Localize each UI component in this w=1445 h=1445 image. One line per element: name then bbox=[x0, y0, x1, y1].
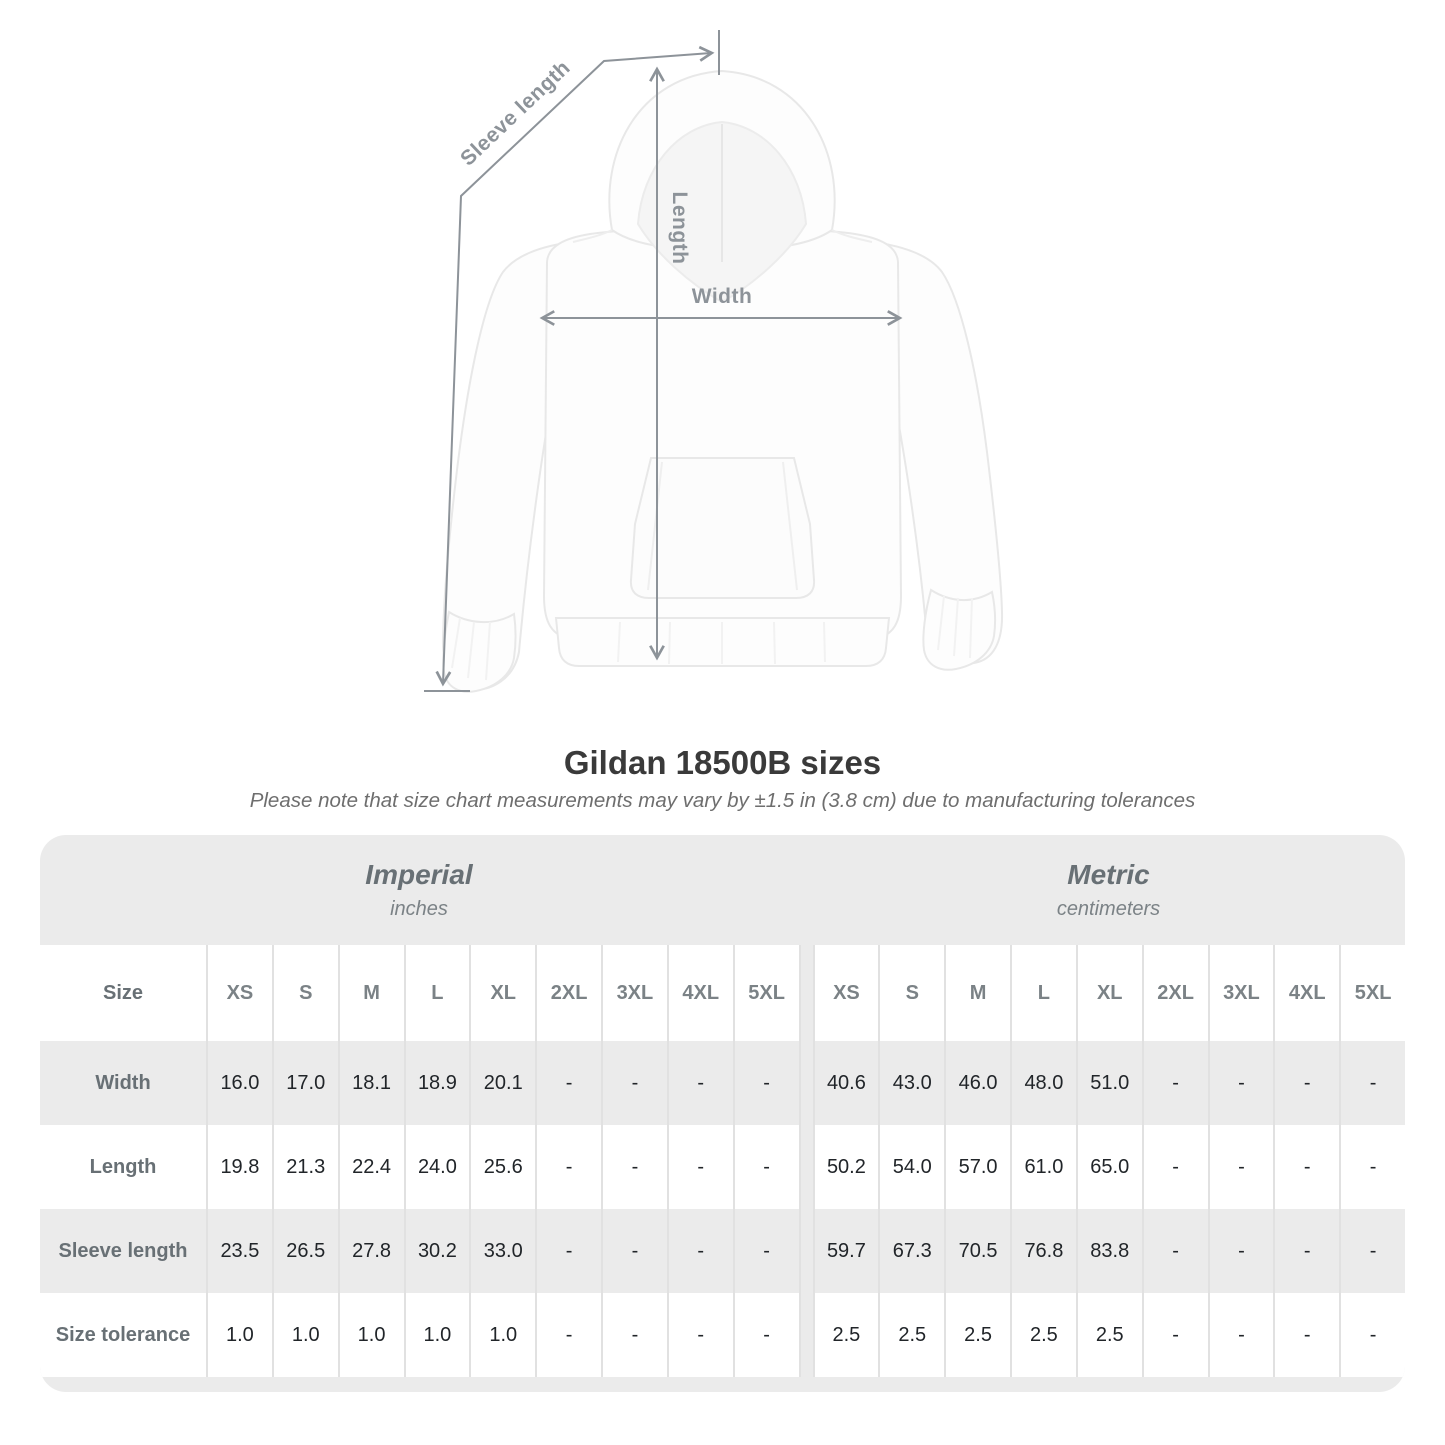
size-column-header: L bbox=[1010, 945, 1076, 1041]
size-value-cell: - bbox=[1208, 1209, 1274, 1293]
size-value-cell: 18.9 bbox=[404, 1041, 470, 1125]
size-column-header: 5XL bbox=[733, 945, 799, 1041]
hoodie-pocket bbox=[631, 458, 814, 598]
size-value-cell: 67.3 bbox=[878, 1209, 944, 1293]
size-value-cell: 51.0 bbox=[1076, 1041, 1142, 1125]
size-value-cell: - bbox=[1142, 1125, 1208, 1209]
size-value-cell: 21.3 bbox=[272, 1125, 338, 1209]
size-value-cell: 2.5 bbox=[1010, 1293, 1076, 1377]
metric-section-header bbox=[812, 835, 1405, 945]
size-column-header: 4XL bbox=[667, 945, 733, 1041]
size-value-cell: - bbox=[1273, 1125, 1339, 1209]
size-value-cell: 23.5 bbox=[206, 1209, 272, 1293]
section-divider bbox=[799, 945, 813, 1041]
size-value-cell: - bbox=[535, 1041, 601, 1125]
size-value-cell: 25.6 bbox=[469, 1125, 535, 1209]
size-value-cell: 76.8 bbox=[1010, 1209, 1076, 1293]
size-chart-row bbox=[40, 1041, 1405, 1125]
section-divider bbox=[799, 1293, 813, 1377]
metric-section-unit: centimeters bbox=[1056, 898, 1161, 920]
size-column-header: M bbox=[944, 945, 1010, 1041]
size-value-cell: - bbox=[535, 1293, 601, 1377]
size-column-header: M bbox=[338, 945, 404, 1041]
size-value-cell: 70.5 bbox=[944, 1209, 1010, 1293]
size-chart-header-row bbox=[40, 945, 1405, 1041]
size-column-header: 4XL bbox=[1273, 945, 1339, 1041]
size-value-cell: 2.5 bbox=[944, 1293, 1010, 1377]
hoodie-illustration bbox=[443, 71, 1002, 692]
size-column-header: S bbox=[878, 945, 944, 1041]
size-value-cell: - bbox=[1339, 1293, 1405, 1377]
size-column-header: XS bbox=[206, 945, 272, 1041]
size-value-cell: 33.0 bbox=[469, 1209, 535, 1293]
size-value-cell: 48.0 bbox=[1010, 1041, 1076, 1125]
size-value-cell: - bbox=[1339, 1209, 1405, 1293]
size-value-cell: 50.2 bbox=[813, 1125, 879, 1209]
metric-section-title: Metric bbox=[1067, 859, 1150, 890]
size-value-cell: 65.0 bbox=[1076, 1125, 1142, 1209]
size-value-cell: 2.5 bbox=[1076, 1293, 1142, 1377]
size-value-cell: - bbox=[1208, 1293, 1274, 1377]
size-column-header: XS bbox=[813, 945, 879, 1041]
size-chart-card bbox=[40, 835, 1405, 1392]
size-value-cell: - bbox=[1208, 1041, 1274, 1125]
size-column-header: 2XL bbox=[1142, 945, 1208, 1041]
size-value-cell: 40.6 bbox=[813, 1041, 879, 1125]
page-title: Gildan 18500B sizes bbox=[563, 744, 882, 781]
size-value-cell: 20.1 bbox=[469, 1041, 535, 1125]
size-column-header: 5XL bbox=[1339, 945, 1405, 1041]
size-value-cell: - bbox=[733, 1293, 799, 1377]
row-label: Size tolerance bbox=[55, 1323, 191, 1346]
size-chart-row bbox=[40, 1209, 1405, 1293]
row-label: Width bbox=[95, 1071, 151, 1094]
size-value-cell: - bbox=[601, 1125, 667, 1209]
size-value-cell: - bbox=[667, 1293, 733, 1377]
size-value-cell: - bbox=[733, 1041, 799, 1125]
size-value-cell: 1.0 bbox=[338, 1293, 404, 1377]
size-value-cell: 1.0 bbox=[404, 1293, 470, 1377]
tolerance-note: Please note that size chart measurements may vary by ±1.5 in (3.8 cm) due to manufacturing tolerances bbox=[249, 789, 1196, 812]
size-value-cell: - bbox=[1339, 1125, 1405, 1209]
size-value-cell: - bbox=[667, 1041, 733, 1125]
size-value-cell: 27.8 bbox=[338, 1209, 404, 1293]
size-column-header: 3XL bbox=[1208, 945, 1274, 1041]
size-value-cell: - bbox=[733, 1125, 799, 1209]
size-column-header: S bbox=[272, 945, 338, 1041]
size-value-cell: 59.7 bbox=[813, 1209, 879, 1293]
section-divider bbox=[799, 1041, 813, 1125]
imperial-section-title: Imperial bbox=[365, 859, 473, 890]
size-value-cell: - bbox=[601, 1293, 667, 1377]
size-value-cell: 16.0 bbox=[206, 1041, 272, 1125]
size-value-cell: 2.5 bbox=[878, 1293, 944, 1377]
size-column-header: 2XL bbox=[535, 945, 601, 1041]
size-value-cell: 1.0 bbox=[469, 1293, 535, 1377]
size-chart-table bbox=[40, 945, 1405, 1377]
unit-header-band bbox=[40, 835, 1405, 945]
size-column-header: XL bbox=[469, 945, 535, 1041]
size-value-cell: - bbox=[1142, 1293, 1208, 1377]
row-label: Length bbox=[89, 1155, 157, 1178]
size-value-cell: 83.8 bbox=[1076, 1209, 1142, 1293]
size-value-cell: - bbox=[535, 1209, 601, 1293]
sleeve-length-label: Sleeve length bbox=[456, 56, 575, 171]
size-column-header: XL bbox=[1076, 945, 1142, 1041]
row-label: Sleeve length bbox=[58, 1239, 188, 1262]
size-value-cell: 61.0 bbox=[1010, 1125, 1076, 1209]
size-chart-row bbox=[40, 1293, 1405, 1377]
size-value-cell: - bbox=[601, 1209, 667, 1293]
size-value-cell: 2.5 bbox=[813, 1293, 879, 1377]
size-value-cell: - bbox=[667, 1125, 733, 1209]
size-value-cell: 1.0 bbox=[206, 1293, 272, 1377]
size-column-header: L bbox=[404, 945, 470, 1041]
section-divider bbox=[799, 1209, 813, 1293]
size-value-cell: - bbox=[1339, 1041, 1405, 1125]
size-value-cell: 24.0 bbox=[404, 1125, 470, 1209]
size-value-cell: - bbox=[1273, 1041, 1339, 1125]
size-value-cell: - bbox=[1208, 1125, 1274, 1209]
size-chart-row bbox=[40, 1125, 1405, 1209]
size-value-cell: 26.5 bbox=[272, 1209, 338, 1293]
size-column-header: 3XL bbox=[601, 945, 667, 1041]
size-value-cell: 18.1 bbox=[338, 1041, 404, 1125]
size-value-cell: 22.4 bbox=[338, 1125, 404, 1209]
size-corner-label: Size bbox=[102, 981, 144, 1004]
imperial-section-header bbox=[40, 835, 798, 945]
size-value-cell: 54.0 bbox=[878, 1125, 944, 1209]
size-value-cell: 19.8 bbox=[206, 1125, 272, 1209]
width-label: Width bbox=[691, 285, 753, 308]
unit-band-divider bbox=[798, 835, 812, 945]
size-value-cell: 30.2 bbox=[404, 1209, 470, 1293]
size-value-cell: - bbox=[601, 1041, 667, 1125]
size-value-cell: 1.0 bbox=[272, 1293, 338, 1377]
size-value-cell: - bbox=[1142, 1209, 1208, 1293]
size-value-cell: 46.0 bbox=[944, 1041, 1010, 1125]
size-value-cell: 43.0 bbox=[878, 1041, 944, 1125]
size-value-cell: 57.0 bbox=[944, 1125, 1010, 1209]
length-label: Length bbox=[668, 191, 691, 265]
section-divider bbox=[799, 1125, 813, 1209]
size-value-cell: - bbox=[667, 1209, 733, 1293]
size-value-cell: - bbox=[1273, 1209, 1339, 1293]
size-value-cell: - bbox=[535, 1125, 601, 1209]
imperial-section-unit: inches bbox=[390, 898, 448, 920]
size-value-cell: - bbox=[1142, 1041, 1208, 1125]
size-value-cell: 17.0 bbox=[272, 1041, 338, 1125]
size-value-cell: - bbox=[1273, 1293, 1339, 1377]
size-value-cell: - bbox=[733, 1209, 799, 1293]
